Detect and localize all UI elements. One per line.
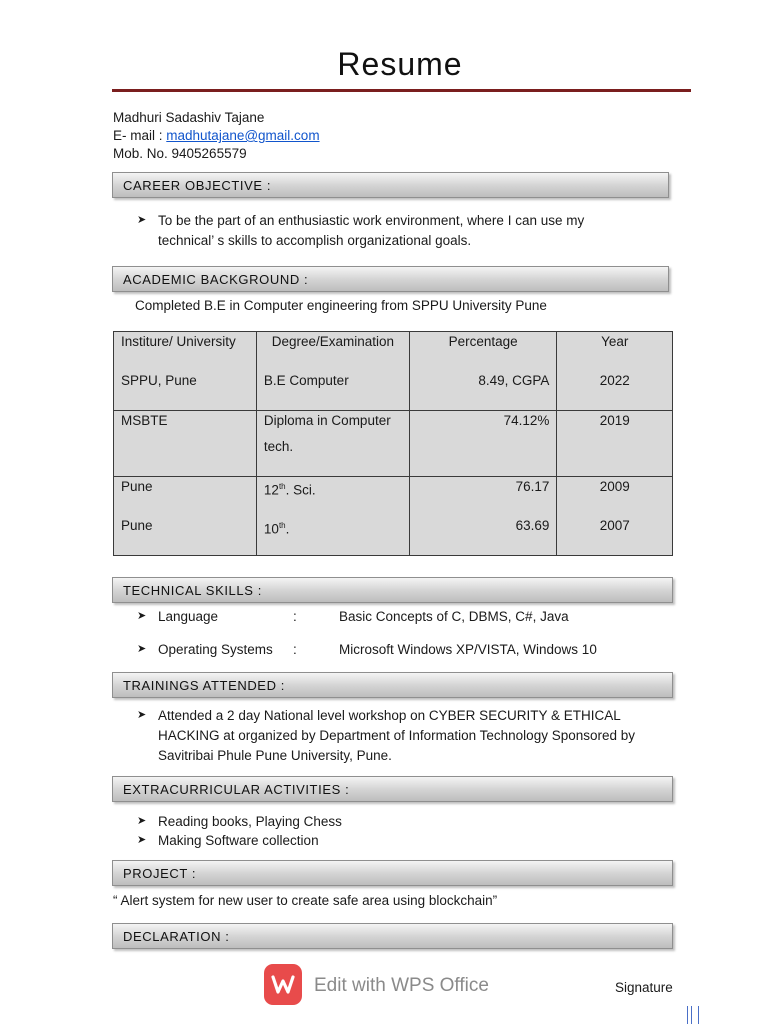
cell-year: 2019 <box>599 413 630 428</box>
cell-year: 2022 <box>599 373 630 388</box>
cell-degree: B.E Computer <box>263 373 349 388</box>
skill-label-language: Language <box>158 609 219 624</box>
title-underline <box>112 89 691 92</box>
activity-item: Reading books, Playing Chess <box>158 814 342 829</box>
table-row <box>114 332 673 411</box>
bullet-arrow-icon: ➤ <box>137 214 147 226</box>
bullet-arrow-icon: ➤ <box>137 610 147 622</box>
signature-label: Signature <box>615 980 673 995</box>
column-header-institute: Institure/ University <box>121 334 236 349</box>
cell-degree-line-1: Diploma in Computer <box>263 413 391 428</box>
cell-institute: SPPU, Pune <box>121 373 197 388</box>
cell-percentage: 74.12% <box>503 413 550 428</box>
cell-degree: 12th. Sci. <box>263 482 316 498</box>
section-project: PROJECT : <box>112 860 673 886</box>
scroll-indicator[interactable] <box>687 1006 699 1024</box>
column-header-degree: Degree/Examination <box>271 334 395 349</box>
section-extracurricular: EXTRACURRICULAR ACTIVITIES : <box>112 776 673 802</box>
cell-degree: 10th. <box>263 521 290 537</box>
skill-label-os: Operating Systems <box>158 642 273 657</box>
cell-percentage: 63.69 <box>515 518 550 533</box>
section-declaration: DECLARATION : <box>112 923 673 949</box>
academic-intro: Completed B.E in Computer engineering from SPPU University Pune <box>135 298 547 313</box>
table-cell <box>409 332 557 411</box>
cell-institute: Pune <box>121 518 153 533</box>
skill-separator: : <box>293 609 297 624</box>
table-cell <box>114 477 257 556</box>
column-header-percentage: Percentage <box>448 334 518 349</box>
table-cell <box>409 477 557 556</box>
table-cell <box>256 411 409 477</box>
email-label: E- mail : <box>113 128 163 143</box>
career-objective-line-1: To be the part of an enthusiastic work environment, where I can use my <box>158 213 585 228</box>
table-row <box>114 477 673 556</box>
email-line <box>113 127 320 145</box>
skill-value-language: Basic Concepts of C, DBMS, C#, Java <box>339 609 569 624</box>
cell-degree-line-2: tech. <box>263 439 294 454</box>
table-cell <box>114 332 257 411</box>
page-title: Resume <box>337 46 463 82</box>
wps-office-logo-icon[interactable] <box>264 964 302 1005</box>
section-trainings: TRAININGS ATTENDED : <box>112 672 673 698</box>
training-line-2: HACKING at organized by Department of Information Technology Sponsored by <box>158 728 636 743</box>
bullet-arrow-icon: ➤ <box>137 643 147 655</box>
section-academic-background: ACADEMIC BACKGROUND : <box>112 266 669 292</box>
career-objective-line-2: technical’ s skills to accomplish organizational goals. <box>158 233 472 248</box>
table-cell <box>256 332 409 411</box>
cell-percentage: 8.49, CGPA <box>478 373 550 388</box>
section-career-objective: CAREER OBJECTIVE : <box>112 172 669 198</box>
bullet-arrow-icon: ➤ <box>137 834 147 846</box>
project-description: “ Alert system for new user to create safe area using blockchain” <box>113 893 498 908</box>
activity-item: Making Software collection <box>158 833 319 848</box>
email-link[interactable]: madhutajane@gmail.com <box>166 128 320 143</box>
section-technical-skills: TECHNICAL SKILLS : <box>112 577 673 603</box>
table-cell <box>557 477 673 556</box>
cell-institute: MSBTE <box>121 413 168 428</box>
table-cell <box>256 477 409 556</box>
training-line-3: Savitribai Phule Pune University, Pune. <box>158 748 392 763</box>
cell-year: 2007 <box>599 518 630 533</box>
table-cell <box>557 332 673 411</box>
table-row <box>114 411 673 477</box>
cell-percentage: 76.17 <box>515 479 550 494</box>
skill-separator: : <box>293 642 297 657</box>
candidate-name: Madhuri Sadashiv Tajane <box>113 110 265 125</box>
table-cell <box>557 411 673 477</box>
cell-institute: Pune <box>121 479 153 494</box>
academic-table <box>113 331 673 556</box>
bullet-arrow-icon: ➤ <box>137 709 147 721</box>
column-header-year: Year <box>601 334 629 349</box>
wps-logo-glyph-icon <box>264 964 302 1005</box>
mobile-number: Mob. No. 9405265579 <box>113 146 247 161</box>
training-line-1: Attended a 2 day National level workshop on CYBER SECURITY & ETHICAL <box>158 708 621 723</box>
table-cell <box>114 411 257 477</box>
skill-value-os: Microsoft Windows XP/VISTA, Windows 10 <box>339 642 597 657</box>
table-cell <box>409 411 557 477</box>
bullet-arrow-icon: ➤ <box>137 815 147 827</box>
edit-with-wps-link[interactable]: Edit with WPS Office <box>314 975 489 996</box>
cell-year: 2009 <box>599 479 630 494</box>
